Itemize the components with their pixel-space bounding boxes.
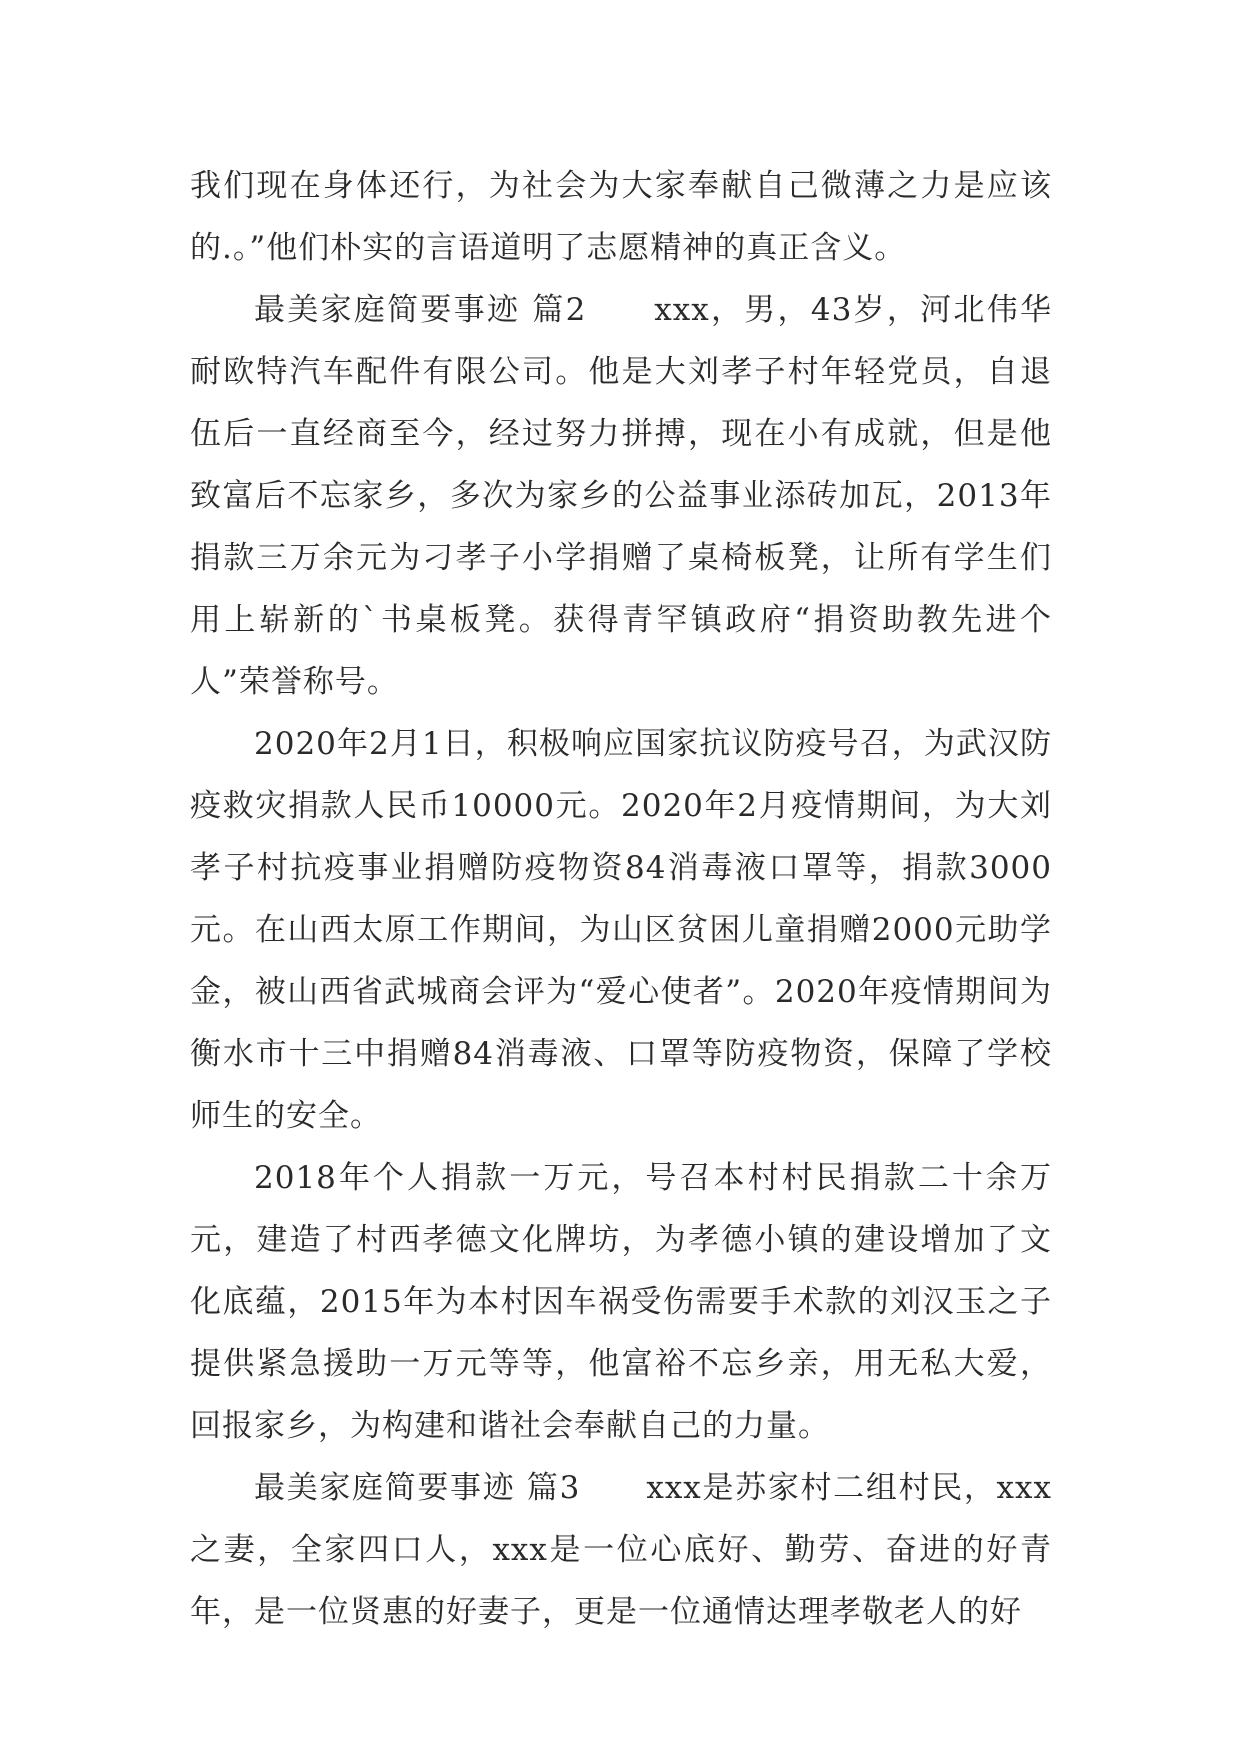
paragraph-pandemic-donations: 2020年2月1日，积极响应国家抗议防疫号召，为武汉防疫救灾捐款人民币10000元。2020年2月疫情期间，为大刘孝子村抗疫事业捐赠防疫物资84消毒液口罩等，捐款3000元。在山西太原工作期间，为山区贫困儿童捐赠2000元助学金，被山西省武城商会评为“爱心使者”。2020年疫情期间为衡水市十三中捐赠84消毒液、口罩等防疫物资，保障了学校师生的安全。 <box>190 726 1052 1134</box>
paragraph-continuation: 我们现在身体还行，为社会为大家奉献自己微薄之力是应该的.。”他们朴实的言语道明了志愿精神的真正含义。 <box>190 168 1052 266</box>
paragraph-article-3-intro: 最美家庭简要事迹 篇3 xxx是苏家村二组村民，xxx之妻，全家四口人，xxx是一位心底好、勤劳、奋进的好青年，是一位贤惠的好妻子，更是一位通情达理孝敬老人的好 <box>190 1470 1052 1630</box>
document-body <box>190 155 1052 1643</box>
paragraph-article-2-intro: 最美家庭简要事迹 篇2 xxx，男，43岁，河北伟华耐欧特汽车配件有限公司。他是大刘孝子村年轻党员，自退伍后一直经商至今，经过努力拼搏，现在小有成就，但是他致富后不忘家乡，多次为家乡的公益事业添砖加瓦，2013年捐款三万余元为刁孝子小学捐赠了桌椅板凳，让所有学生们用上崭新的`书桌板凳。获得青罕镇政府“捐资助教先进个人”荣誉称号。 <box>190 292 1052 700</box>
paragraph-2018-donations: 2018年个人捐款一万元，号召本村村民捐款二十余万元，建造了村西孝德文化牌坊，为孝德小镇的建设增加了文化底蕴，2015年为本村因车祸受伤需要手术款的刘汉玉之子提供紧急援助一万元等等，他富裕不忘乡亲，用无私大爱，回报家乡，为构建和谐社会奉献自己的力量。 <box>190 1160 1052 1444</box>
